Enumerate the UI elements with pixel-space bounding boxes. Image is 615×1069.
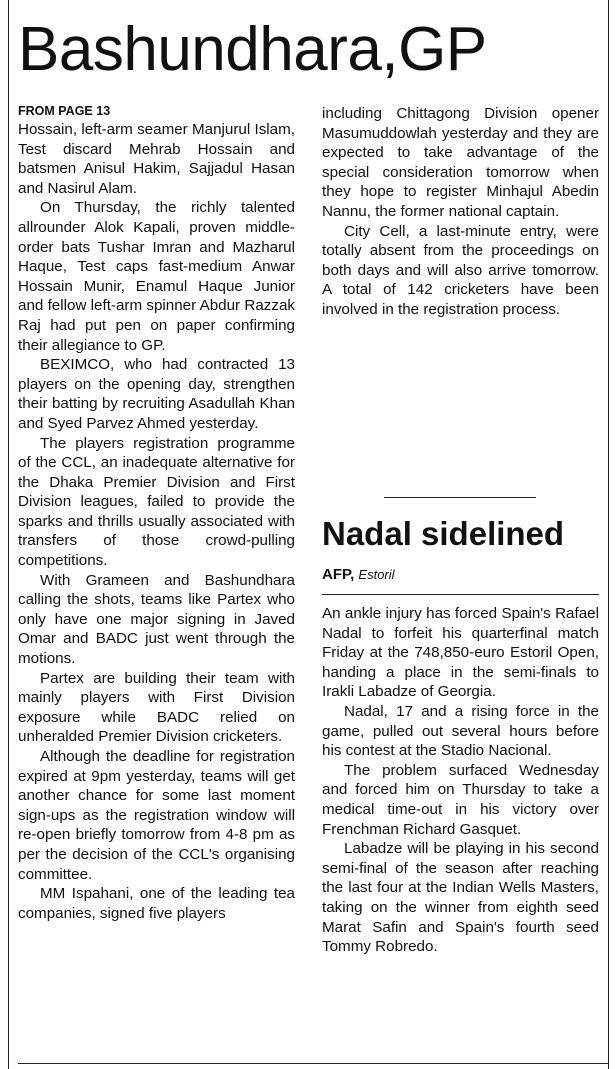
story-paragraph: Nadal, 17 and a rising force in the game, pulled out several hours before his contest at the Stadio Nacional.	[322, 702, 599, 760]
jump-line: FROM PAGE 13	[18, 104, 111, 118]
story-paragraph: Although the deadline for registration expired at 9pm yesterday, teams will get another chance for some last moment sign-ups as the registration window will re-open briefly tomorrow from 4-8 pm as per the decision of the CCL's organising committee.	[18, 748, 295, 883]
story-paragraph: Partex are building their team with mainly players with First Division exposure while BADC relied on unheralded Premier Division cricketers.	[18, 669, 295, 746]
bottom-rule	[18, 1063, 608, 1064]
nadal-story-body	[322, 604, 599, 957]
page-border-right	[608, 0, 609, 1069]
story-paragraph: The problem surfaced Wednesday and forced him on Thursday to take a medical time-out in his victory over Frenchman Richard Gasquet.	[322, 761, 599, 838]
story-paragraph: Labadze will be playing in his second semi-final of the season after reaching the last four at the Indian Wells Masters, taking on the winner from eighth seed Marat Safin and Spain's fourth seed Tommy Robredo.	[322, 840, 599, 956]
story-paragraph: including Chittagong Division opener Masumuddowlah yesterday and they are expected to take advantage of the special consideration tomorrow when they hope to register Minhajul Abedin Nannu, the former national captain.	[322, 105, 599, 220]
main-headline: Bashundhara,GP	[18, 15, 487, 84]
byline-rule	[322, 594, 599, 595]
byline	[322, 566, 395, 584]
story-paragraph: Hossain, left-arm seamer Manjurul Islam, Test discard Mehrab Hossain and batsmen Anisul Hakim, Sajjadul Hasan and Nasirul Alam.	[18, 121, 295, 197]
story-paragraph: BEXIMCO, who had contracted 13 players on the opening day, strengthen their batting by recruiting Asadullah Khan and Syed Parvez Ahmed yesterday.	[18, 356, 295, 432]
page-border-left	[8, 0, 9, 1069]
story-paragraph: The players registration programme of the CCL, an inadequate alternative for the Dhaka Premier Division and First Division leagues, failed to provide the sparks and thrills usually associated with transfers of those crowd-pulling competitions.	[18, 434, 295, 570]
story-paragraph: City Cell, a last-minute entry, were totally absent from the proceedings on both days and will also arrive tomorrow. A total of 142 cricketers have been involved in the registration process.	[322, 222, 599, 318]
story-paragraph: With Grameen and Bashundhara calling the shots, teams like Partex who only have one major signing in Javed Omar and BADC just went through the motions.	[18, 571, 295, 668]
byline-agency: AFP,	[322, 566, 355, 583]
story-paragraph: An ankle injury has forced Spain's Rafael Nadal to forfeit his quarterfinal match Friday at the 748,850-euro Estoril Open, handing a place in the semi-finals to Irakli Labadze of Georgia.	[322, 605, 599, 701]
story-paragraph: On Thursday, the richly talented allrounder Alok Kapali, proven middle-order bats Tushar Imran and Mazharul Haque, Test caps fast-medium Anwar Hossain Munir, Enamul Haque Junior and fellow left-arm spinner Abdur Razzak Raj had put pen on paper confirming their allegiance to GP.	[18, 199, 295, 354]
main-story-right-column	[322, 104, 599, 320]
story-paragraph: MM Ispahani, one of the leading tea companies, signed five players	[18, 885, 295, 922]
nadal-headline: Nadal sidelined	[322, 515, 565, 552]
story-divider	[384, 497, 536, 498]
byline-dateline: Estoril	[358, 567, 395, 582]
main-story-left-column	[18, 104, 295, 923]
